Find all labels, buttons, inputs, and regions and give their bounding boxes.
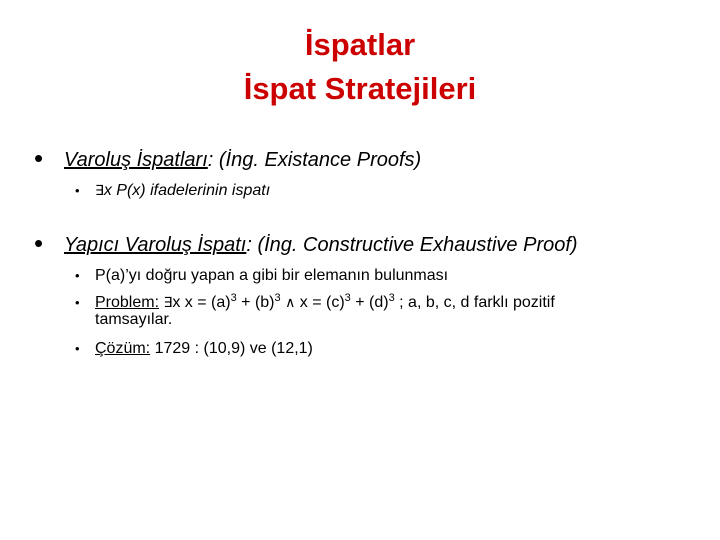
solution-value: 1729 : (10,9) ve (12,1) <box>150 340 313 357</box>
bullet-marker: • <box>34 228 44 258</box>
slide-subtitle: İspat Stratejileri <box>243 71 477 106</box>
bullet-text <box>64 148 421 172</box>
exists-symbol: ∃ <box>163 295 173 311</box>
solution-text <box>95 339 313 358</box>
existence-proofs-english: : (İng. Existance Proofs) <box>207 149 422 171</box>
exponent: 3 <box>230 292 237 304</box>
problem-label: Problem: <box>95 294 160 311</box>
subbullet-marker: • <box>75 341 80 356</box>
problem-part-5: ; a, b, c, d farklı pozitif <box>394 294 555 311</box>
find-element-text: P(a)’yı doğru yapan a gibi bir elemanın bulunması <box>95 267 449 284</box>
exponent: 3 <box>388 292 395 304</box>
solution-label: Çözüm: <box>95 340 151 357</box>
subbullet-text <box>95 181 270 201</box>
problem-continuation-text: tamsayılar. <box>95 311 173 328</box>
problem-part-2: + (b) <box>236 294 275 311</box>
constructive-proof-english: : (İng. Constructive Exhaustive Proof) <box>246 234 578 256</box>
existence-proofs-label: Varoluş İspatları <box>64 149 208 171</box>
subbullet-marker: • <box>75 268 80 283</box>
problem-part-1: x x = (a) <box>172 294 231 311</box>
slide-title: İspatlar <box>304 27 416 62</box>
exists-symbol: ∃ <box>95 183 104 199</box>
subbullet-marker: • <box>75 295 80 310</box>
bullet-text <box>64 233 578 257</box>
exponent: 3 <box>344 292 351 304</box>
constructive-proof-label: Yapıcı Varoluş İspatı <box>64 234 247 256</box>
problem-part-3: x = (c) <box>295 294 345 311</box>
exists-statement-text: x P(x) ifadelerinin ispatı <box>103 182 271 199</box>
problem-part-4: + (d) <box>350 294 389 311</box>
bullet-marker: • <box>34 143 44 173</box>
exponent: 3 <box>274 292 281 304</box>
logical-and-symbol: ∧ <box>285 295 296 311</box>
subbullet-marker: • <box>75 183 80 198</box>
